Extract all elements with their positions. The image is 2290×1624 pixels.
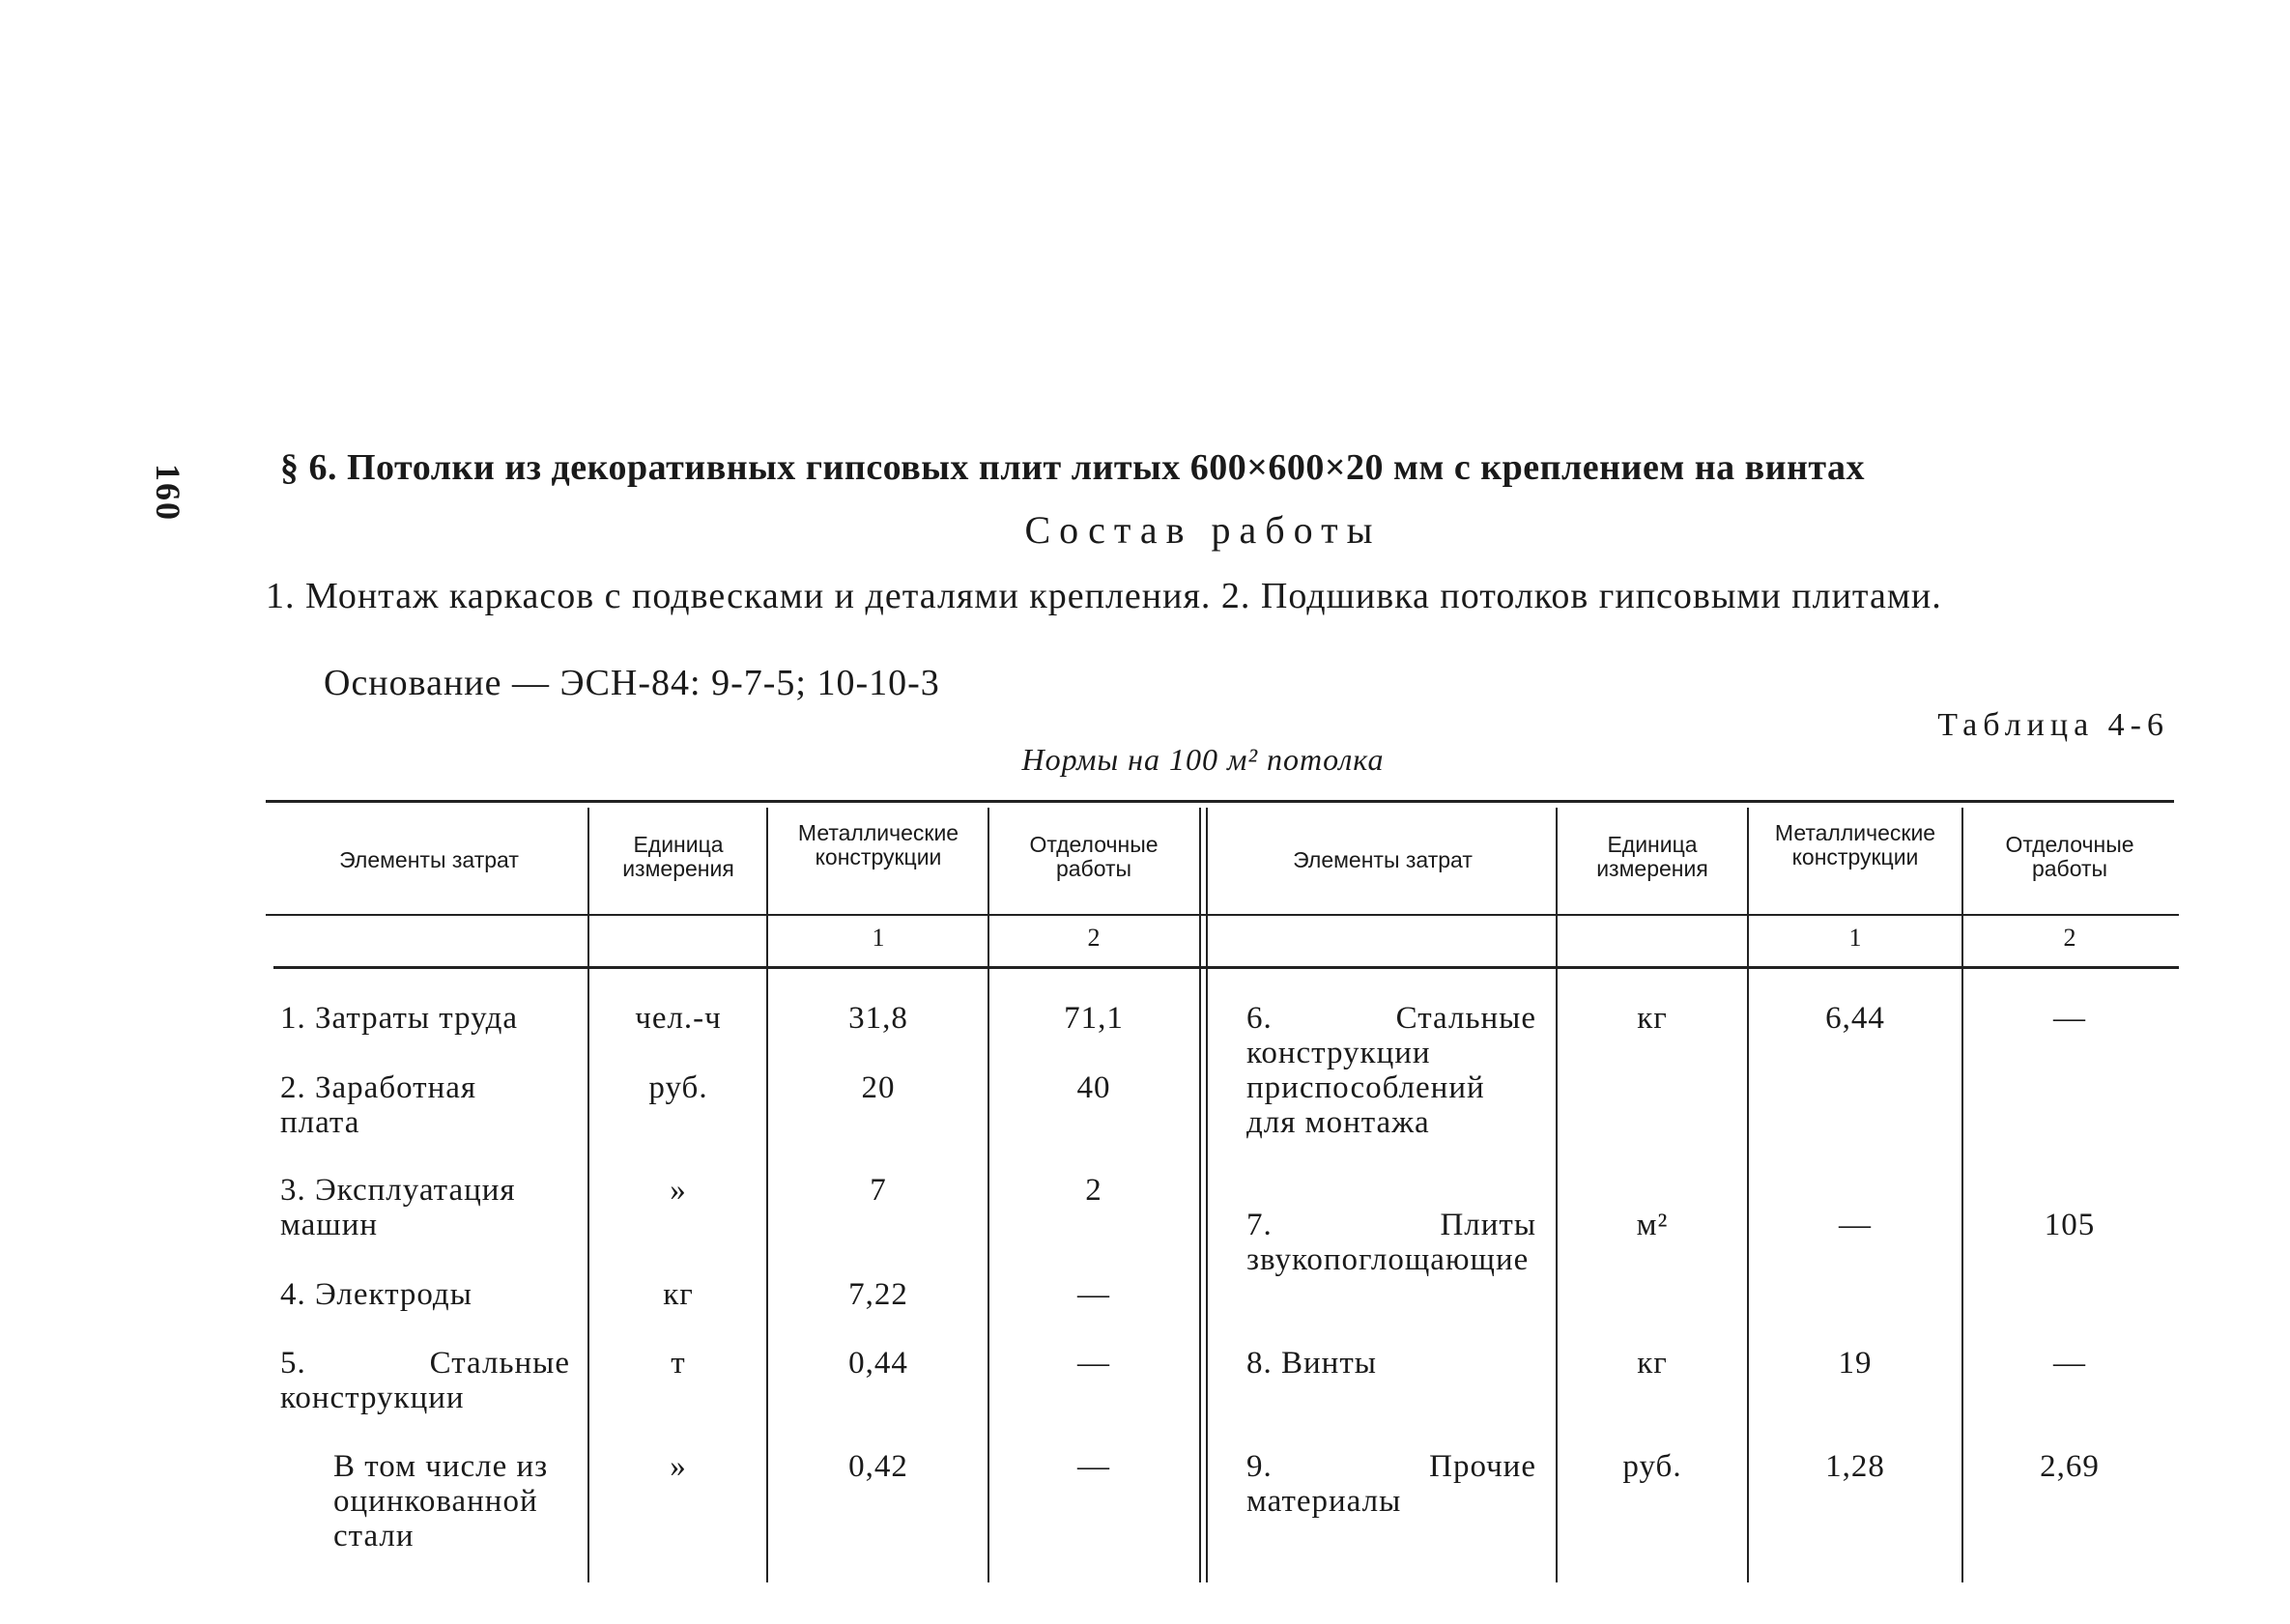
- table-row-finish: —: [1077, 1449, 1110, 1484]
- basis-reference: Основание — ЭСН-84: 9-7-5; 10-10-3: [324, 663, 940, 703]
- table-row-finish: —: [2053, 1001, 2086, 1036]
- column-number: 2: [1087, 924, 1101, 952]
- table-row-metal: 19: [1838, 1346, 1873, 1381]
- table-row-metal: —: [1839, 1208, 1872, 1242]
- table-row-element: 3. Эксплуатация машин: [280, 1173, 516, 1242]
- table-row-element: 9. Прочие материалы: [1246, 1449, 1536, 1519]
- col-divider: [587, 808, 589, 1582]
- table-row-unit: кг: [1637, 1001, 1668, 1036]
- table-row-metal: 0,44: [848, 1346, 908, 1381]
- table-row-finish: 105: [2044, 1208, 2096, 1242]
- header-metal: Металлические конструкции: [797, 820, 959, 869]
- header-metal: Металлические конструкции: [1774, 820, 1936, 869]
- col-divider: [1747, 808, 1749, 1582]
- table-row-finish: —: [2053, 1346, 2086, 1381]
- table-row-finish: 2: [1085, 1173, 1102, 1208]
- center-double-divider: [1199, 808, 1201, 1582]
- header-rule: [266, 914, 2179, 916]
- header-finish: Отделочные работы: [2005, 832, 2134, 881]
- table-caption: Нормы на 100 м² потолка: [1021, 742, 1385, 777]
- header-unit: Единица измерения: [622, 832, 734, 881]
- table-row-metal: 1,28: [1825, 1449, 1885, 1484]
- table-row-unit: »: [670, 1173, 687, 1208]
- table-row-metal: 6,44: [1825, 1001, 1885, 1036]
- table-row-element: 8. Винты: [1246, 1346, 1377, 1381]
- work-description: 1. Монтаж каркасов с подвесками и деталями крепления. 2. Подшивка потолков гипсовыми плитами.: [266, 576, 1942, 616]
- table-top-rule: [266, 800, 2174, 803]
- numbers-rule: [273, 966, 2179, 969]
- table-row-unit: кг: [1637, 1346, 1668, 1381]
- table-row-element: 5. Стальные конструкции: [280, 1346, 570, 1415]
- column-number: 1: [872, 924, 885, 952]
- table-row-unit: м²: [1636, 1208, 1669, 1242]
- table-row-metal: 0,42: [848, 1449, 908, 1484]
- table-row-metal: 31,8: [848, 1001, 908, 1036]
- table-label: Таблица 4-6: [1937, 707, 2169, 743]
- table-row-element: 6. Стальные конструкции приспособлений для монтажа: [1246, 1001, 1536, 1140]
- column-number: 2: [2063, 924, 2076, 952]
- col-divider: [1556, 808, 1558, 1582]
- col-divider: [766, 808, 768, 1582]
- work-composition-title: Состав работы: [1024, 508, 1382, 552]
- column-number: 1: [1848, 924, 1862, 952]
- table-row-unit: т: [671, 1346, 686, 1381]
- table-row-metal: 7,22: [848, 1277, 908, 1312]
- header-elements: Элементы затрат: [339, 847, 519, 872]
- table-row-element: 2. Заработная плата: [280, 1070, 477, 1140]
- col-divider: [988, 808, 989, 1582]
- table-row-metal: 7: [870, 1173, 887, 1208]
- section-heading: § 6. Потолки из декоративных гипсовых плит литых 600×600×20 мм с креплением на винтах: [280, 447, 1866, 488]
- table-row-metal: 20: [861, 1070, 896, 1105]
- header-unit: Единица измерения: [1596, 832, 1708, 881]
- table-row-unit: кг: [663, 1277, 694, 1312]
- header-finish: Отделочные работы: [1029, 832, 1159, 881]
- table-row-finish: 40: [1076, 1070, 1111, 1105]
- table-row-finish: 2,69: [2040, 1449, 2100, 1484]
- table-row-unit: »: [670, 1449, 687, 1484]
- col-divider: [1961, 808, 1963, 1582]
- table-row-unit: чел.-ч: [635, 1001, 722, 1036]
- center-double-divider: [1206, 808, 1208, 1582]
- table-row-finish: —: [1077, 1277, 1110, 1312]
- table-row-unit: руб.: [1622, 1449, 1682, 1484]
- page-number: 160: [149, 464, 187, 522]
- table-row-element: 1. Затраты труда: [280, 1001, 519, 1036]
- header-elements: Элементы затрат: [1293, 847, 1473, 872]
- table-row-element: 7. Плиты звукопоглощающие: [1246, 1208, 1536, 1277]
- table-row-finish: —: [1077, 1346, 1110, 1381]
- table-row-finish: 71,1: [1064, 1001, 1124, 1036]
- table-row-element: 4. Электроды: [280, 1277, 472, 1312]
- table-row-element: В том числе из оцинкованной стали: [333, 1449, 549, 1553]
- table-row-unit: руб.: [648, 1070, 708, 1105]
